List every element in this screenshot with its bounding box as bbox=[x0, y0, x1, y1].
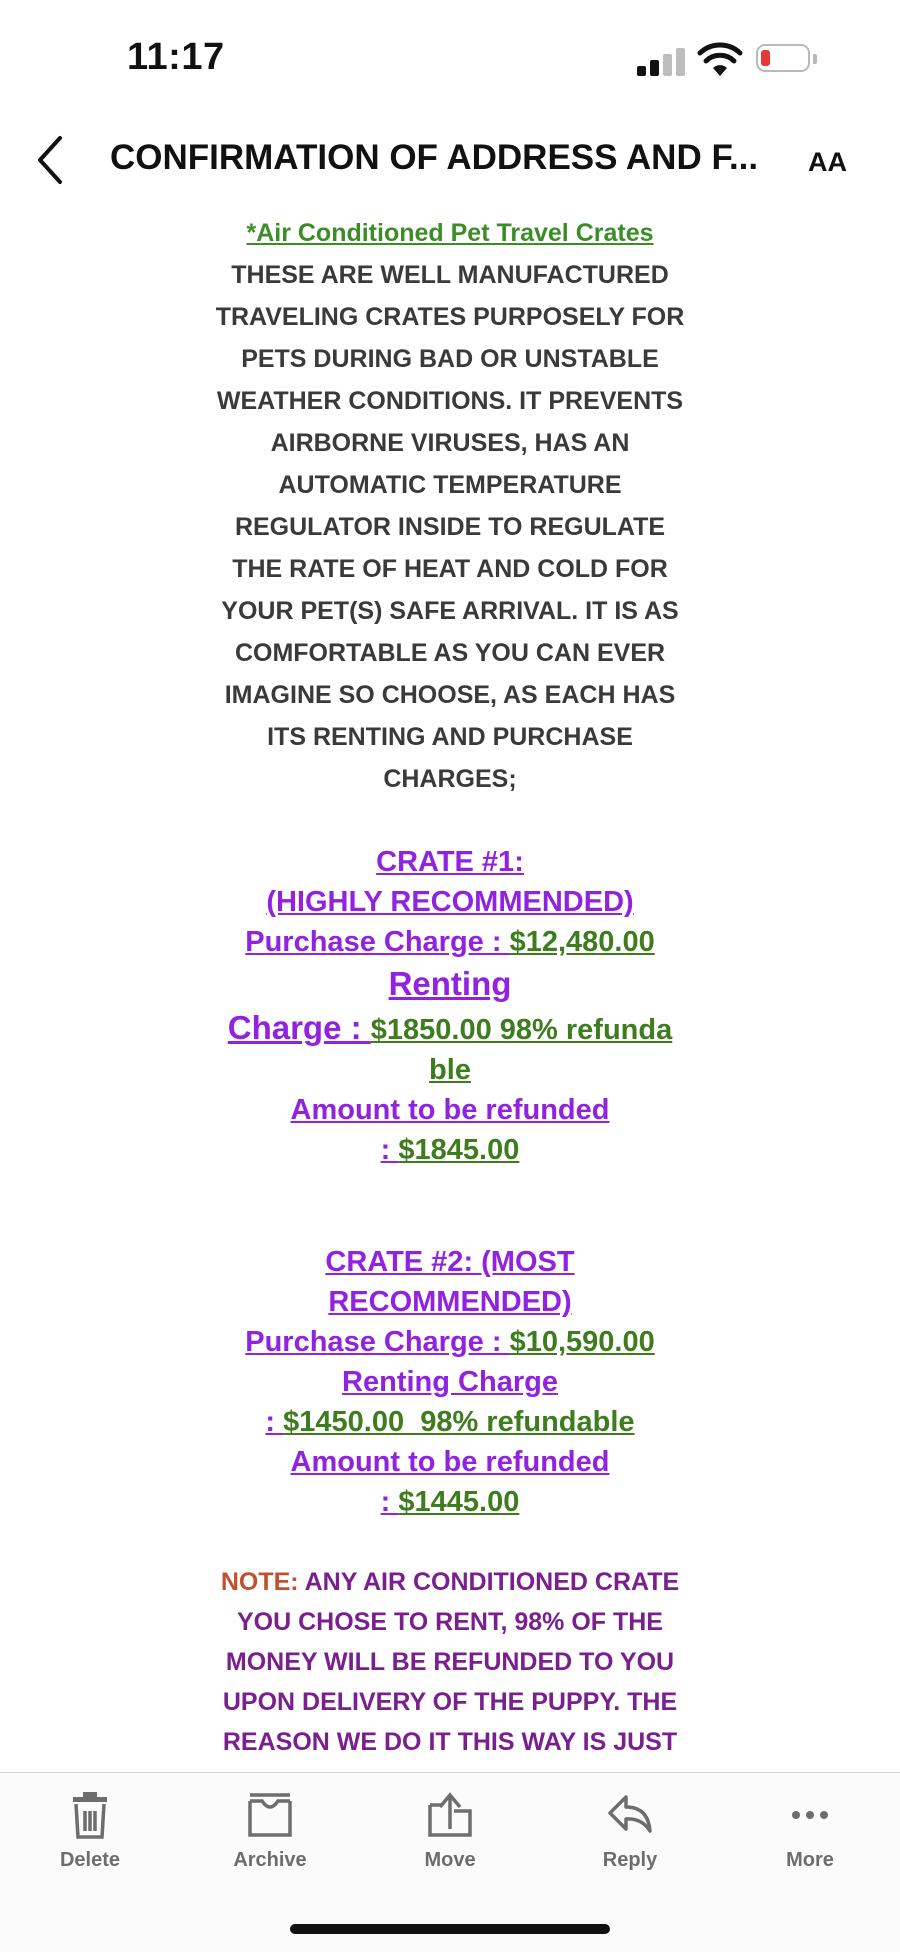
email-body bbox=[170, 212, 730, 1772]
battery-icon bbox=[756, 44, 818, 76]
intro-paragraph: THESE ARE WELL MANUFACTURED TRAVELING CRATES PURPOSELY FOR PETS DURING BAD OR UNSTABLE WEATHER CONDITIONS. IT PREVENTS AIRBORNE VIRUSES, HAS AN AUTOMATIC TEMPERATURE REGULATOR INSIDE TO REGULATE THE RATE OF HEAT AND COLD FOR YOUR PET(S) SAFE ARRIVAL. IT IS AS COMFORTABLE AS YOU CAN EVER IMAGINE SO CHOOSE, AS EACH HAS ITS RENTING AND PURCHASE CHARGES; bbox=[215, 261, 685, 793]
note-paragraph: NOTE: ANY AIR CONDITIONED CRATE YOU CHOSE TO RENT, 98% OF THE MONEY WILL BE REFUNDED TO YOU UPON DELIVERY OF THE PUPPY. THE REASON WE DO IT THIS WAY IS JUST bbox=[220, 1568, 680, 1756]
move-button[interactable] bbox=[390, 1791, 510, 1872]
email-header bbox=[0, 120, 900, 215]
crate-1-renting-label: Renting bbox=[388, 965, 512, 1002]
crate-2-refund-label: Amount to be refunded bbox=[290, 1446, 610, 1478]
delete-label: Delete bbox=[59, 1849, 121, 1871]
crate-2-title-cont: RECOMMENDED) bbox=[328, 1286, 572, 1318]
move-label: Move bbox=[424, 1849, 476, 1871]
crate-2-section bbox=[170, 1242, 730, 1522]
move-icon bbox=[426, 1791, 474, 1839]
crate-1-refund: : $1845.00 bbox=[380, 1134, 520, 1166]
trash-icon bbox=[68, 1791, 112, 1839]
crate-2-purchase: Purchase Charge : $10,590.00 bbox=[245, 1326, 655, 1358]
more-label: More bbox=[786, 1849, 834, 1871]
text-size-icon: AA bbox=[808, 147, 847, 177]
crate-1-section bbox=[170, 842, 730, 1170]
crate-1-renting-cont: ble bbox=[429, 1054, 471, 1086]
status-time: 11:17 bbox=[127, 36, 225, 78]
reply-label: Reply bbox=[602, 1849, 658, 1871]
crate-1-refund-label: Amount to be refunded bbox=[290, 1094, 610, 1126]
more-button[interactable] bbox=[750, 1791, 870, 1872]
reply-button[interactable] bbox=[570, 1791, 690, 1872]
crate-2-refund: : $1445.00 bbox=[380, 1486, 520, 1518]
crate-2-renting-label: Renting Charge bbox=[342, 1366, 558, 1398]
crates-link[interactable]: *Air Conditioned Pet Travel Crates bbox=[246, 219, 654, 247]
archive-label: Archive bbox=[233, 1849, 307, 1871]
crate-1-purchase: Purchase Charge : $12,480.00 bbox=[245, 926, 655, 958]
crate-2-title: CRATE #2: (MOST bbox=[325, 1246, 575, 1278]
note-label: NOTE: bbox=[220, 1568, 299, 1596]
email-subject: CONFIRMATION OF ADDRESS AND F... bbox=[110, 138, 759, 177]
crate-1-recommendation: (HIGHLY RECOMMENDED) bbox=[266, 886, 634, 918]
home-indicator[interactable] bbox=[290, 1924, 610, 1934]
text-size-button[interactable] bbox=[808, 142, 847, 179]
back-chevron-icon[interactable] bbox=[32, 130, 72, 190]
archive-icon bbox=[246, 1791, 294, 1839]
cellular-signal-icon bbox=[637, 48, 687, 76]
crate-1-renting: Charge : $1850.00 98% refunda bbox=[227, 1009, 673, 1046]
archive-button[interactable] bbox=[210, 1791, 330, 1872]
status-bar bbox=[0, 0, 900, 120]
reply-icon bbox=[606, 1791, 654, 1839]
crate-2-renting: : $1450.00 98% refundable bbox=[265, 1406, 635, 1438]
wifi-icon bbox=[698, 44, 742, 78]
delete-button[interactable] bbox=[30, 1791, 150, 1872]
more-dots-icon bbox=[786, 1791, 834, 1839]
crate-1-title: CRATE #1: bbox=[376, 846, 524, 878]
